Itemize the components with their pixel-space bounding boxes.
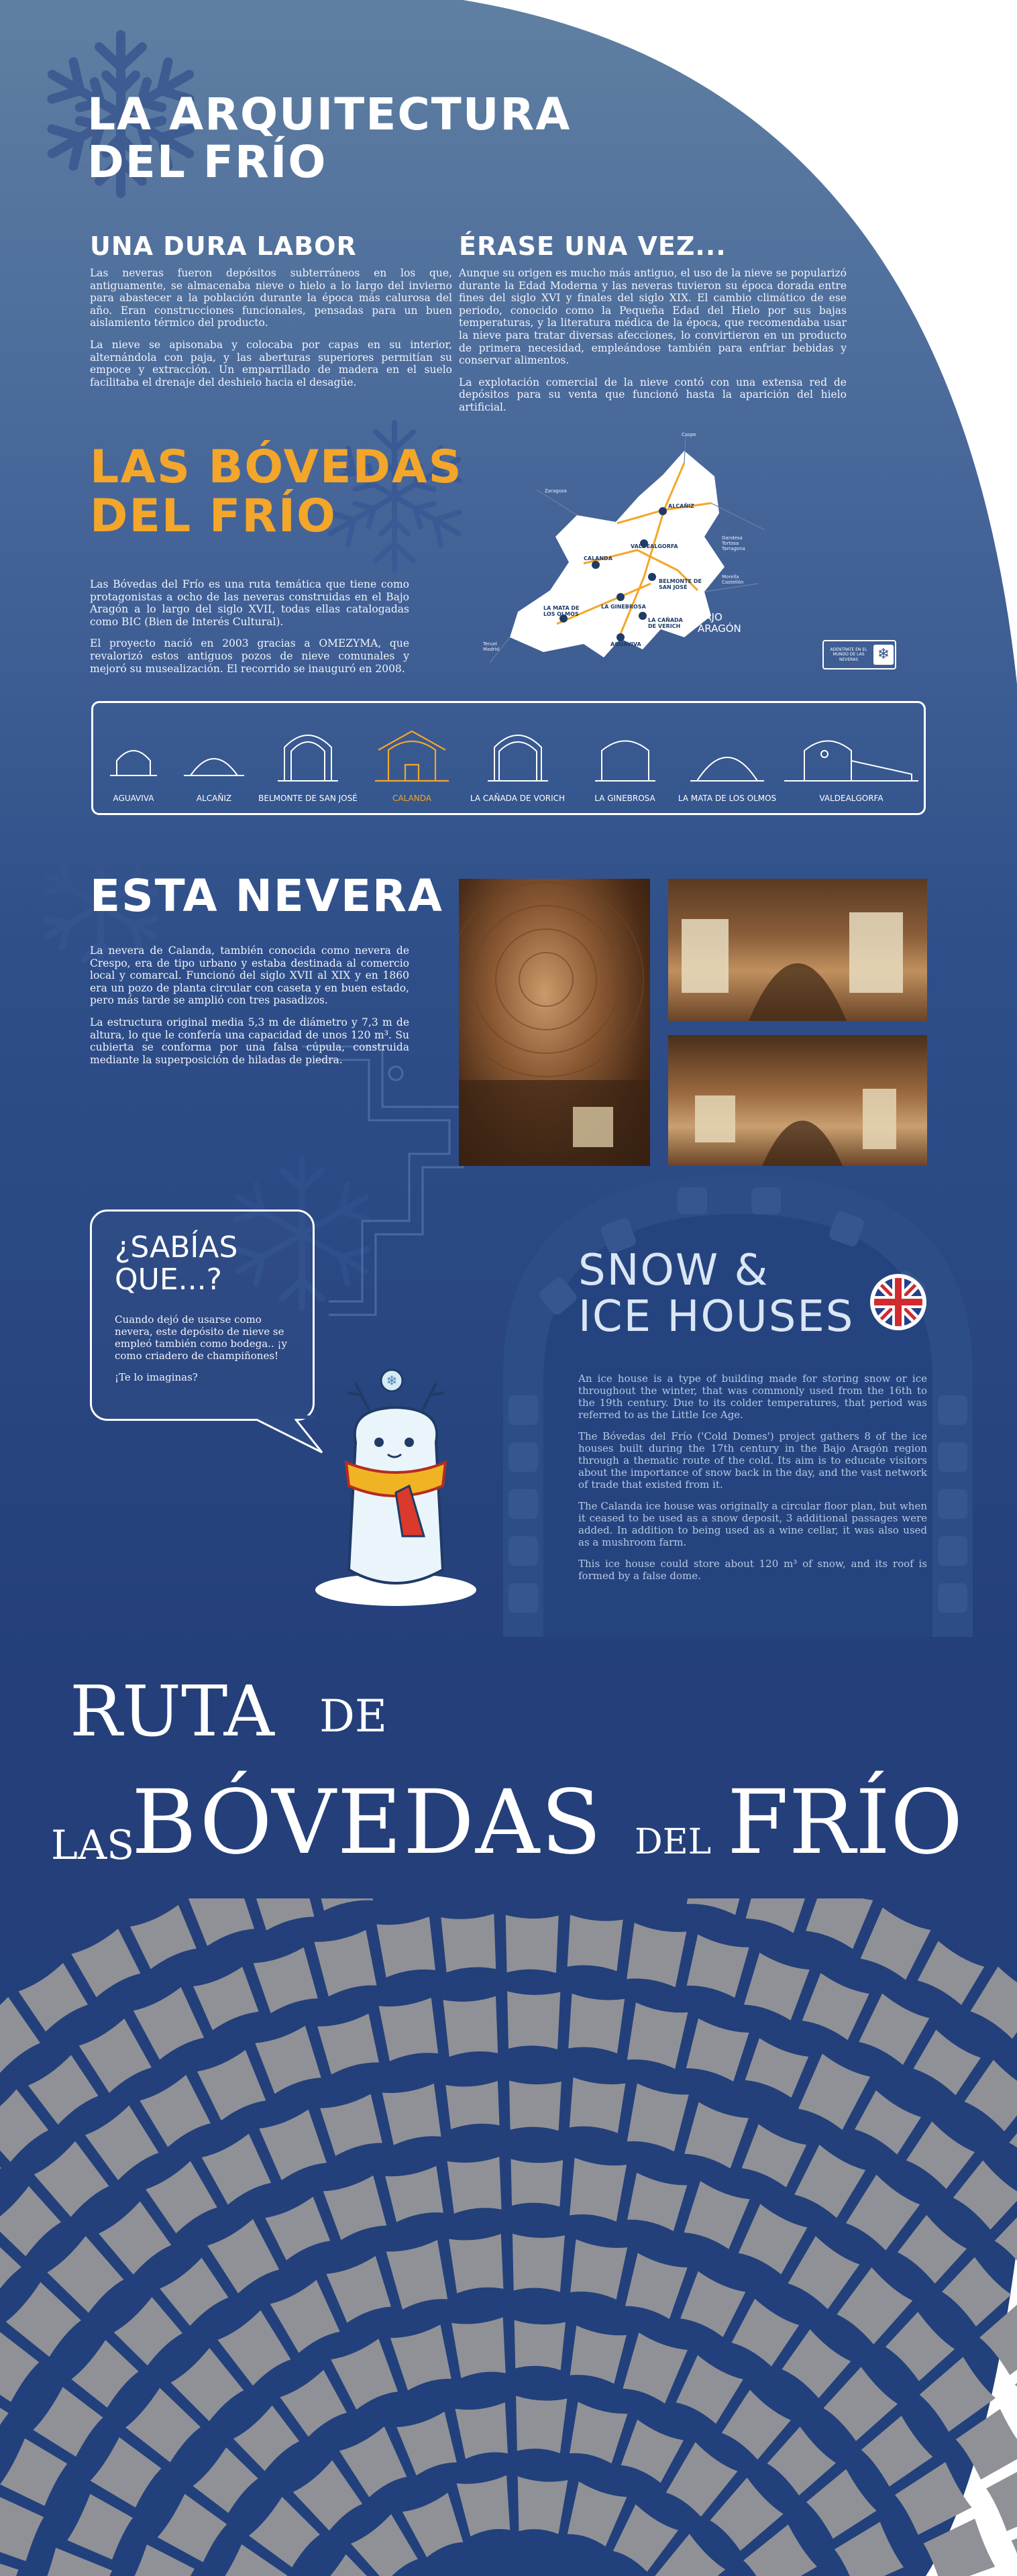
route-title-bovedas: BÓVEDAS bbox=[131, 1771, 603, 1874]
stone bbox=[745, 2038, 808, 2098]
stone bbox=[455, 2402, 508, 2459]
stone-dome-pattern bbox=[0, 1898, 1017, 2576]
page-title-line1: LA ARQUITECTURA bbox=[87, 89, 572, 140]
snow-mascot bbox=[309, 1368, 490, 1610]
app-badge[interactable] bbox=[822, 640, 896, 669]
stone bbox=[886, 2312, 955, 2381]
stone bbox=[133, 1987, 204, 2059]
stone bbox=[680, 2271, 745, 2337]
region-label bbox=[698, 612, 741, 634]
stone bbox=[376, 1917, 435, 1978]
stone bbox=[0, 2438, 67, 2506]
stone bbox=[687, 1898, 749, 1915]
stone bbox=[627, 2002, 688, 2069]
stone bbox=[570, 2239, 627, 2300]
route-item-calanda[interactable] bbox=[362, 703, 462, 813]
stone bbox=[254, 1947, 318, 2013]
stone bbox=[568, 1994, 625, 2053]
sabias-heading-line1: ¿SABÍAS bbox=[115, 1230, 238, 1265]
stone bbox=[924, 2518, 996, 2576]
stone bbox=[0, 2186, 61, 2257]
stone bbox=[732, 2299, 800, 2367]
route-label: LA MATA DE LOS OLMOS bbox=[678, 794, 777, 803]
route-title-de: DE bbox=[319, 1690, 388, 1742]
map-town-label: CALANDA bbox=[584, 555, 612, 561]
app-badge-text: ADENTRATE EN EL MUNDO DE LAS NEVERAS bbox=[830, 647, 867, 662]
stone bbox=[382, 2084, 441, 2145]
stone bbox=[449, 2234, 503, 2294]
stone bbox=[331, 2339, 398, 2410]
stone bbox=[0, 2497, 44, 2561]
stone bbox=[684, 2181, 750, 2249]
stone bbox=[114, 2297, 182, 2365]
stone bbox=[625, 2253, 688, 2319]
stone bbox=[507, 1991, 560, 2049]
stone bbox=[280, 2370, 347, 2437]
stone bbox=[627, 2173, 687, 2231]
stone bbox=[782, 2329, 851, 2398]
stone bbox=[623, 2332, 688, 2404]
stone bbox=[627, 1923, 686, 1987]
map-town-label: LA CAÑADA DE VERICH bbox=[648, 617, 683, 629]
stone bbox=[1012, 2522, 1017, 2576]
stone bbox=[451, 2317, 506, 2378]
paragraph: The Calanda ice house was originally a circular floor plan, but when it ceased to be used as a snow deposit, 3 additional passages were added. In addition to being used as a wine cellar, it was also used as a mushroom farm. bbox=[578, 1500, 927, 1548]
icehouse-icon bbox=[690, 734, 764, 788]
paragraph: Aunque su origen es mucho más antiguo, el uso de la nieve se popularizó durante la Edad Moderna y las neveras tuvieron su época dorada entre fines del siglo XVI y finales del siglo XIX. El cambio climático de ese periodo, conocido como la Pequeña Edad del Hielo por sus bajas temperaturas, y la literatura médica de la época, que recomendaba usar la nieve para tratar diversas afecciones, lo convirtieron en un producto de primera necesidad, empleándose también para enfriar bebidas y conservar alimentos. bbox=[459, 267, 847, 367]
paragraph: Cuando dejó de usarse como nevera, este depósito de nieve se empleó también como bodega.. ¡y como criadero de champiñones! bbox=[115, 1313, 287, 1362]
route-title-del: DEL bbox=[635, 1822, 712, 1862]
stone bbox=[568, 2481, 627, 2546]
stone bbox=[806, 1898, 873, 1949]
sabias-text bbox=[115, 1313, 289, 1393]
stone bbox=[385, 2166, 443, 2222]
stone bbox=[513, 2234, 565, 2292]
stone bbox=[965, 2060, 1017, 2132]
stone bbox=[861, 1907, 931, 1980]
stone bbox=[570, 2402, 627, 2463]
stone bbox=[511, 2159, 564, 2206]
stone bbox=[441, 1914, 496, 1972]
map-outside-label: Teruel Madrid bbox=[483, 641, 500, 652]
stone bbox=[91, 2437, 162, 2508]
stone bbox=[570, 2158, 627, 2222]
stone bbox=[79, 2019, 152, 2093]
bovedas-heading bbox=[90, 443, 463, 541]
english-text bbox=[578, 1373, 927, 1591]
stone bbox=[314, 1930, 376, 1996]
route-item-ginebrosa[interactable] bbox=[573, 703, 677, 813]
stone bbox=[403, 2493, 464, 2557]
stone bbox=[351, 2514, 418, 2576]
stone bbox=[317, 2014, 379, 2075]
stone bbox=[390, 2324, 451, 2390]
stone bbox=[233, 2406, 299, 2471]
erase-text bbox=[459, 267, 847, 423]
map-town-label: AGUAVIVA bbox=[610, 641, 641, 647]
stone bbox=[686, 2019, 749, 2082]
paragraph: The Bóvedas del Frío ('Cold Domes') project gathers 8 of the ice houses built during the 17th century in the Bajo Aragón region through a thematic route of the cold. Its aim is to educate visitors about the importance of snow back in the day, and the vast network of trade that existed from it. bbox=[578, 1430, 927, 1491]
stone bbox=[802, 1973, 869, 2040]
stone bbox=[515, 2320, 566, 2370]
paragraph: La explotación comercial de la nieve contó con una extensa red de depósitos para su venta que funcionó hasta la aparición del hielo artificial. bbox=[459, 376, 847, 413]
stone bbox=[859, 1994, 929, 2065]
stone bbox=[158, 2494, 227, 2563]
stone bbox=[259, 2110, 327, 2180]
stone bbox=[197, 2050, 266, 2121]
stone bbox=[396, 2412, 457, 2475]
dome-photo bbox=[459, 879, 650, 1166]
gallery-photo-detail bbox=[668, 1035, 927, 1166]
route-item-canada[interactable] bbox=[462, 703, 573, 813]
stone bbox=[744, 1953, 810, 2021]
stone bbox=[445, 2081, 499, 2129]
stone bbox=[676, 2355, 743, 2424]
stone bbox=[270, 2280, 340, 2353]
paragraph: Las neveras fueron depósitos subterráneos en los que, antiguamente, se almacenaba nieve o hielo a lo largo del invierno para abastecer a la población durante la época más calurosa del año. Eran construcciones funcionales, pensadas para un buen aislamiento térmico del producto. bbox=[90, 267, 452, 329]
stone bbox=[906, 2121, 975, 2189]
tunnel-photo-detail bbox=[668, 879, 927, 1021]
stone bbox=[160, 2258, 228, 2326]
icehouse-icon bbox=[784, 734, 918, 788]
icehouse-icon bbox=[184, 742, 244, 782]
esta-nevera-text bbox=[90, 945, 409, 1075]
route-label: LA GINEBROSA bbox=[594, 794, 655, 803]
gallery-photo bbox=[668, 1035, 927, 1166]
route-title-las: LAS bbox=[51, 1822, 135, 1869]
stone bbox=[570, 2325, 627, 2383]
paragraph: Las Bóvedas del Frío es una ruta temática que tiene como protagonistas a ocho de las neveras construidas en el Bajo Aragón a lo largo del siglo XVII, todas ellas catalogadas como BIC (Bien de Interés Cultural). bbox=[90, 578, 409, 628]
stone bbox=[767, 2426, 836, 2495]
route-item-valdealgorfa[interactable] bbox=[778, 703, 925, 813]
map-outside-label: Gandesa Tortosa Tarragona bbox=[722, 535, 745, 551]
stone bbox=[684, 2102, 749, 2169]
stone bbox=[0, 2555, 19, 2576]
paragraph: La estructura original media 5,3 m de diámetro y 7,3 m de altura, lo que le confería una capacidad de unos 120 m³. Su cubierta se conforma por una falsa cúpula, construida mediante la superposición de hiladas de piedra. bbox=[90, 1016, 409, 1066]
route-title-frio: FRÍO bbox=[727, 1771, 963, 1874]
stone bbox=[323, 2176, 386, 2240]
dome-photo-texture bbox=[459, 879, 650, 1166]
stone bbox=[18, 1963, 88, 2031]
stone bbox=[71, 1929, 140, 1997]
dura-labor-heading: UNA DURA LABOR bbox=[90, 231, 357, 261]
bovedas-heading-line2: DEL FRÍO bbox=[90, 490, 337, 543]
stone bbox=[898, 2215, 967, 2284]
stone bbox=[187, 1898, 255, 1946]
stone bbox=[193, 1967, 258, 2031]
stone bbox=[627, 2084, 689, 2152]
bovedas-text bbox=[90, 578, 409, 684]
sabias-heading-line2: QUE...? bbox=[115, 1263, 222, 1297]
route-item-alcaniz[interactable] bbox=[174, 703, 254, 813]
sabias-callout bbox=[90, 1210, 315, 1421]
stone bbox=[140, 2075, 211, 2147]
dura-labor-text bbox=[90, 267, 452, 398]
route-item-aguaviva[interactable] bbox=[93, 703, 174, 813]
stone bbox=[855, 2090, 921, 2155]
paragraph: La nevera de Calanda, también conocida como nevera de Crespo, era de tipo urbano y estaba destinada al comercio local y comarcal. Funcionó del siglo XVII al XIX y en 1860 era un pozo de planta circular con caseta y en buen estado, pero más tarde se amplió con tres pasadizos. bbox=[90, 945, 409, 1007]
esta-nevera-heading: ESTA NEVERA bbox=[90, 870, 443, 922]
route-title-ruta: RUTA bbox=[70, 1670, 274, 1752]
svg-text:❄: ❄ bbox=[386, 1373, 398, 1389]
stone bbox=[570, 2078, 626, 2133]
stone bbox=[320, 2094, 382, 2156]
stone bbox=[687, 1935, 749, 1998]
paragraph: El proyecto nació en 2003 gracias a OMEZYMA, que revalorizó estos antiguos pozos de nieve comunales y mejoró su musealización. El recorrido se inauguró en 2008. bbox=[90, 637, 409, 675]
route-label: ALCAÑIZ bbox=[196, 794, 232, 803]
map-town-label: LA MATA DE LOS OLMOS bbox=[543, 605, 580, 617]
stone bbox=[33, 2387, 103, 2457]
icehouse-icon bbox=[592, 734, 659, 788]
stone bbox=[379, 1998, 438, 2061]
stone bbox=[202, 2134, 272, 2205]
route-item-belmonte[interactable] bbox=[254, 703, 362, 813]
route-label: AGUAVIVA bbox=[113, 794, 154, 803]
map-town-label: LA GINEBROSA bbox=[601, 604, 646, 610]
stone bbox=[918, 1941, 984, 2005]
route-label: CALANDA bbox=[392, 794, 431, 803]
stone bbox=[255, 2026, 321, 2094]
stone bbox=[506, 1915, 559, 1973]
paragraph: An ice house is a type of building made for storing snow or ice throughout the winter, that was commonly used from the 16th to the 19th century. Due to its colder temperatures, that period was referred to as the Little Ice Age. bbox=[578, 1373, 927, 1421]
stone bbox=[746, 1898, 810, 1933]
stone bbox=[67, 2494, 133, 2560]
english-heading bbox=[578, 1248, 854, 1340]
stone bbox=[568, 1915, 623, 1971]
stone bbox=[265, 2197, 330, 2261]
stone bbox=[249, 1898, 314, 1931]
region-label-line2: ARAGÓN bbox=[698, 622, 741, 635]
stone bbox=[326, 2256, 390, 2322]
stone bbox=[516, 2396, 567, 2453]
stone bbox=[457, 2475, 511, 2536]
route-strip bbox=[91, 701, 926, 815]
stone bbox=[942, 2257, 1011, 2326]
stone bbox=[85, 2105, 159, 2180]
stone bbox=[313, 1898, 373, 1911]
icehouse-icon bbox=[110, 742, 157, 782]
stone bbox=[28, 2055, 99, 2125]
sabias-heading bbox=[115, 1232, 237, 1297]
stone bbox=[953, 2160, 1017, 2229]
bovedas-heading-line1: LAS BÓVEDAS bbox=[90, 441, 463, 494]
stone bbox=[71, 2340, 138, 2408]
stone bbox=[621, 2420, 684, 2483]
stone bbox=[146, 2161, 217, 2233]
tunnel-photo bbox=[668, 879, 927, 1021]
uk-flag-icon bbox=[869, 1273, 927, 1331]
map-town-label: BELMONTE DE SAN JOSÉ bbox=[659, 578, 702, 590]
snowflake-icon: ❄ bbox=[873, 645, 894, 665]
stone bbox=[443, 1996, 498, 2057]
stone bbox=[798, 2053, 870, 2130]
stone bbox=[207, 2219, 279, 2294]
stone bbox=[386, 2240, 448, 2310]
paragraph: La nieve se apisonaba y colocaba por capas en su interior, alternándola con paja, y las aberturas superiores permitían su empoce y extracción. Un emparrillado de madera en el suelo facilitaba el drenaje del deshielo hacia el desagüe. bbox=[90, 338, 452, 388]
route-item-mata[interactable] bbox=[677, 703, 778, 813]
icehouse-icon bbox=[375, 727, 449, 788]
stone bbox=[739, 2204, 808, 2274]
english-heading-line2: ICE HOUSES bbox=[578, 1292, 855, 1342]
stone bbox=[913, 2030, 981, 2096]
paragraph: This ice house could store about 120 m³ of snow, and its roof is formed by a false dome. bbox=[578, 1558, 927, 1582]
icehouse-icon bbox=[274, 727, 341, 788]
stone bbox=[518, 2476, 568, 2534]
english-heading-line1: SNOW & bbox=[578, 1246, 769, 1295]
route-map bbox=[483, 432, 899, 684]
region-label-line1: BAJO bbox=[698, 611, 722, 623]
stone bbox=[509, 2080, 561, 2131]
erase-heading: ÉRASE UNA VEZ... bbox=[459, 231, 727, 261]
stone bbox=[193, 2447, 258, 2513]
route-label: LA CAÑADA DE VORICH bbox=[470, 794, 566, 803]
stone bbox=[742, 2125, 807, 2188]
icehouse-icon bbox=[484, 727, 551, 788]
route-label: VALDEALGORFA bbox=[819, 794, 884, 803]
stone bbox=[794, 2145, 865, 2218]
map-outside-label: Zaragoza bbox=[545, 488, 567, 494]
map-town-label: ALCAÑIZ bbox=[668, 503, 694, 509]
map-town-label: VALDEALGORFA bbox=[631, 543, 678, 549]
map-outside-label: Caspe bbox=[682, 432, 696, 437]
page-title-line2: DEL FRÍO bbox=[87, 136, 327, 189]
route-label: BELMONTE DE SAN JOSÉ bbox=[258, 794, 358, 803]
stone bbox=[130, 1905, 197, 1970]
page-title bbox=[87, 89, 572, 189]
map-outside-label: Morella Castellón bbox=[722, 574, 744, 585]
paragraph: ¡Te lo imaginas? bbox=[115, 1371, 198, 1383]
stone bbox=[447, 2157, 502, 2214]
